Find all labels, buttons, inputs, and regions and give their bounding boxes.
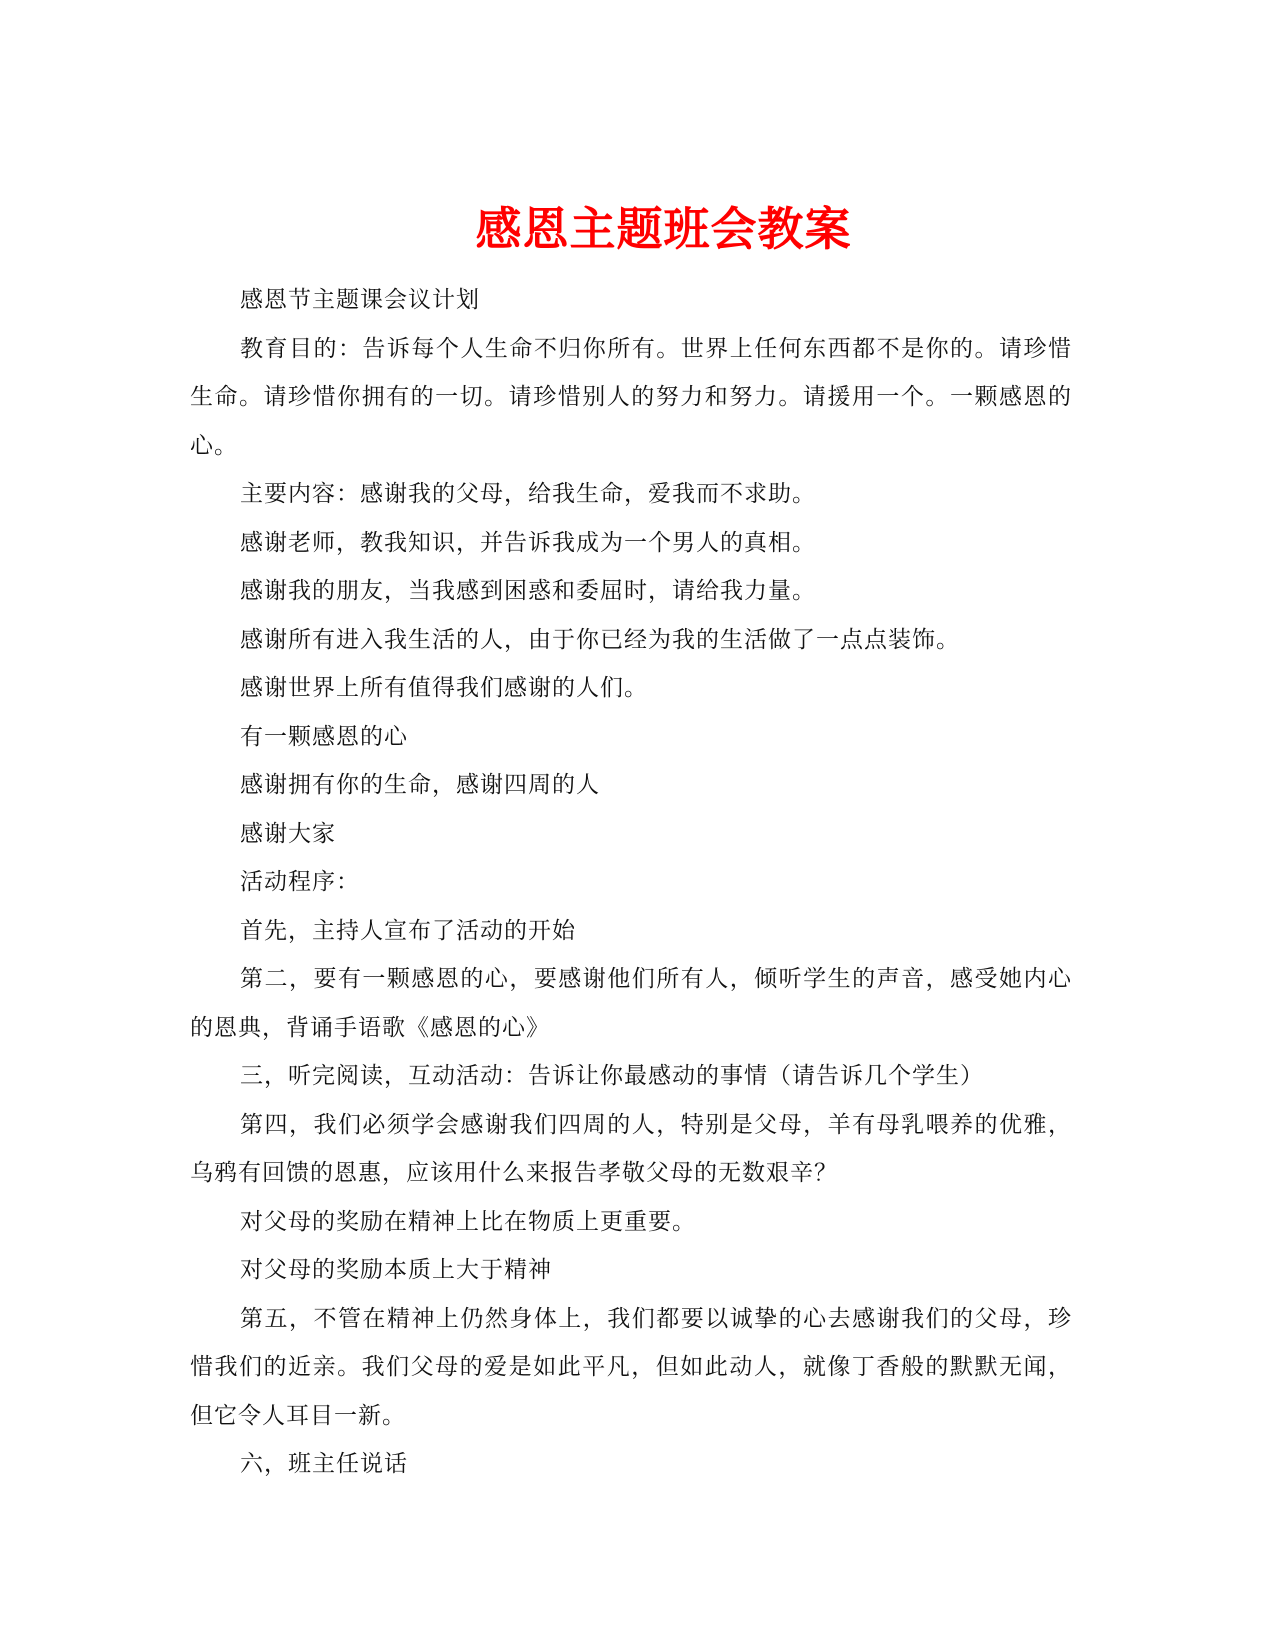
paragraph: 六，班主任说话: [240, 1451, 408, 1477]
paragraph: 感谢拥有你的生命，感谢四周的人: [240, 772, 600, 798]
paragraph: 感恩节主题课会议计划: [240, 287, 480, 313]
paragraph: 主要内容：感谢我的父母，给我生命，爱我而不求助。: [240, 481, 816, 507]
paragraph: 感谢世界上所有值得我们感谢的人们。: [240, 675, 648, 701]
paragraph: 感谢所有进入我生活的人，由于你已经为我的生活做了一点点装饰。: [240, 626, 960, 653]
paragraph: 对父母的奖励在精神上比在物质上更重要。: [240, 1208, 696, 1235]
paragraph: 第二，要有一颗感恩的心，要感谢他们所有人，倾听学生的声音，感受她内心的恩典，背诵手语歌《感恩的心》: [190, 966, 1072, 1041]
paragraph: 三，听完阅读，互动活动：告诉让你最感动的事情（请告诉几个学生）: [240, 1063, 984, 1089]
paragraph: 第五，不管在精神上仍然身体上，我们都要以诚挚的心去感谢我们的父母，珍惜我们的近亲。我们父母的爱是如此平凡，但如此动人，就像丁香般的默默无闻，但它令人耳目一新。: [190, 1305, 1072, 1429]
paragraph: 感谢老师，教我知识，并告诉我成为一个男人的真相。: [240, 529, 816, 556]
paragraph: 感谢大家: [240, 820, 336, 847]
paragraph: 对父母的奖励本质上大于精神: [240, 1257, 552, 1283]
paragraph: 第四，我们必须学会感谢我们四周的人，特别是父母，羊有母乳喂养的优雅，乌鸦有回馈的恩惠，应该用什么来报告孝敬父母的无数艰辛？: [190, 1111, 1072, 1186]
paragraph: 有一颗感恩的心: [240, 723, 408, 750]
document-title: 感恩主题班会教案: [475, 201, 852, 256]
paragraph: 感谢我的朋友，当我感到困惑和委屈时，请给我力量。: [240, 578, 816, 604]
document-body: [190, 276, 1072, 1489]
paragraph: 活动程序：: [240, 869, 360, 895]
paragraph: 教育目的：告诉每个人生命不归你所有。世界上任何东西都不是你的。请珍惜生命。请珍惜你拥有的一切。请珍惜别人的努力和努力。请援用一个。一颗感恩的心。: [190, 335, 1072, 459]
paragraph: 首先，主持人宣布了活动的开始: [240, 917, 576, 944]
